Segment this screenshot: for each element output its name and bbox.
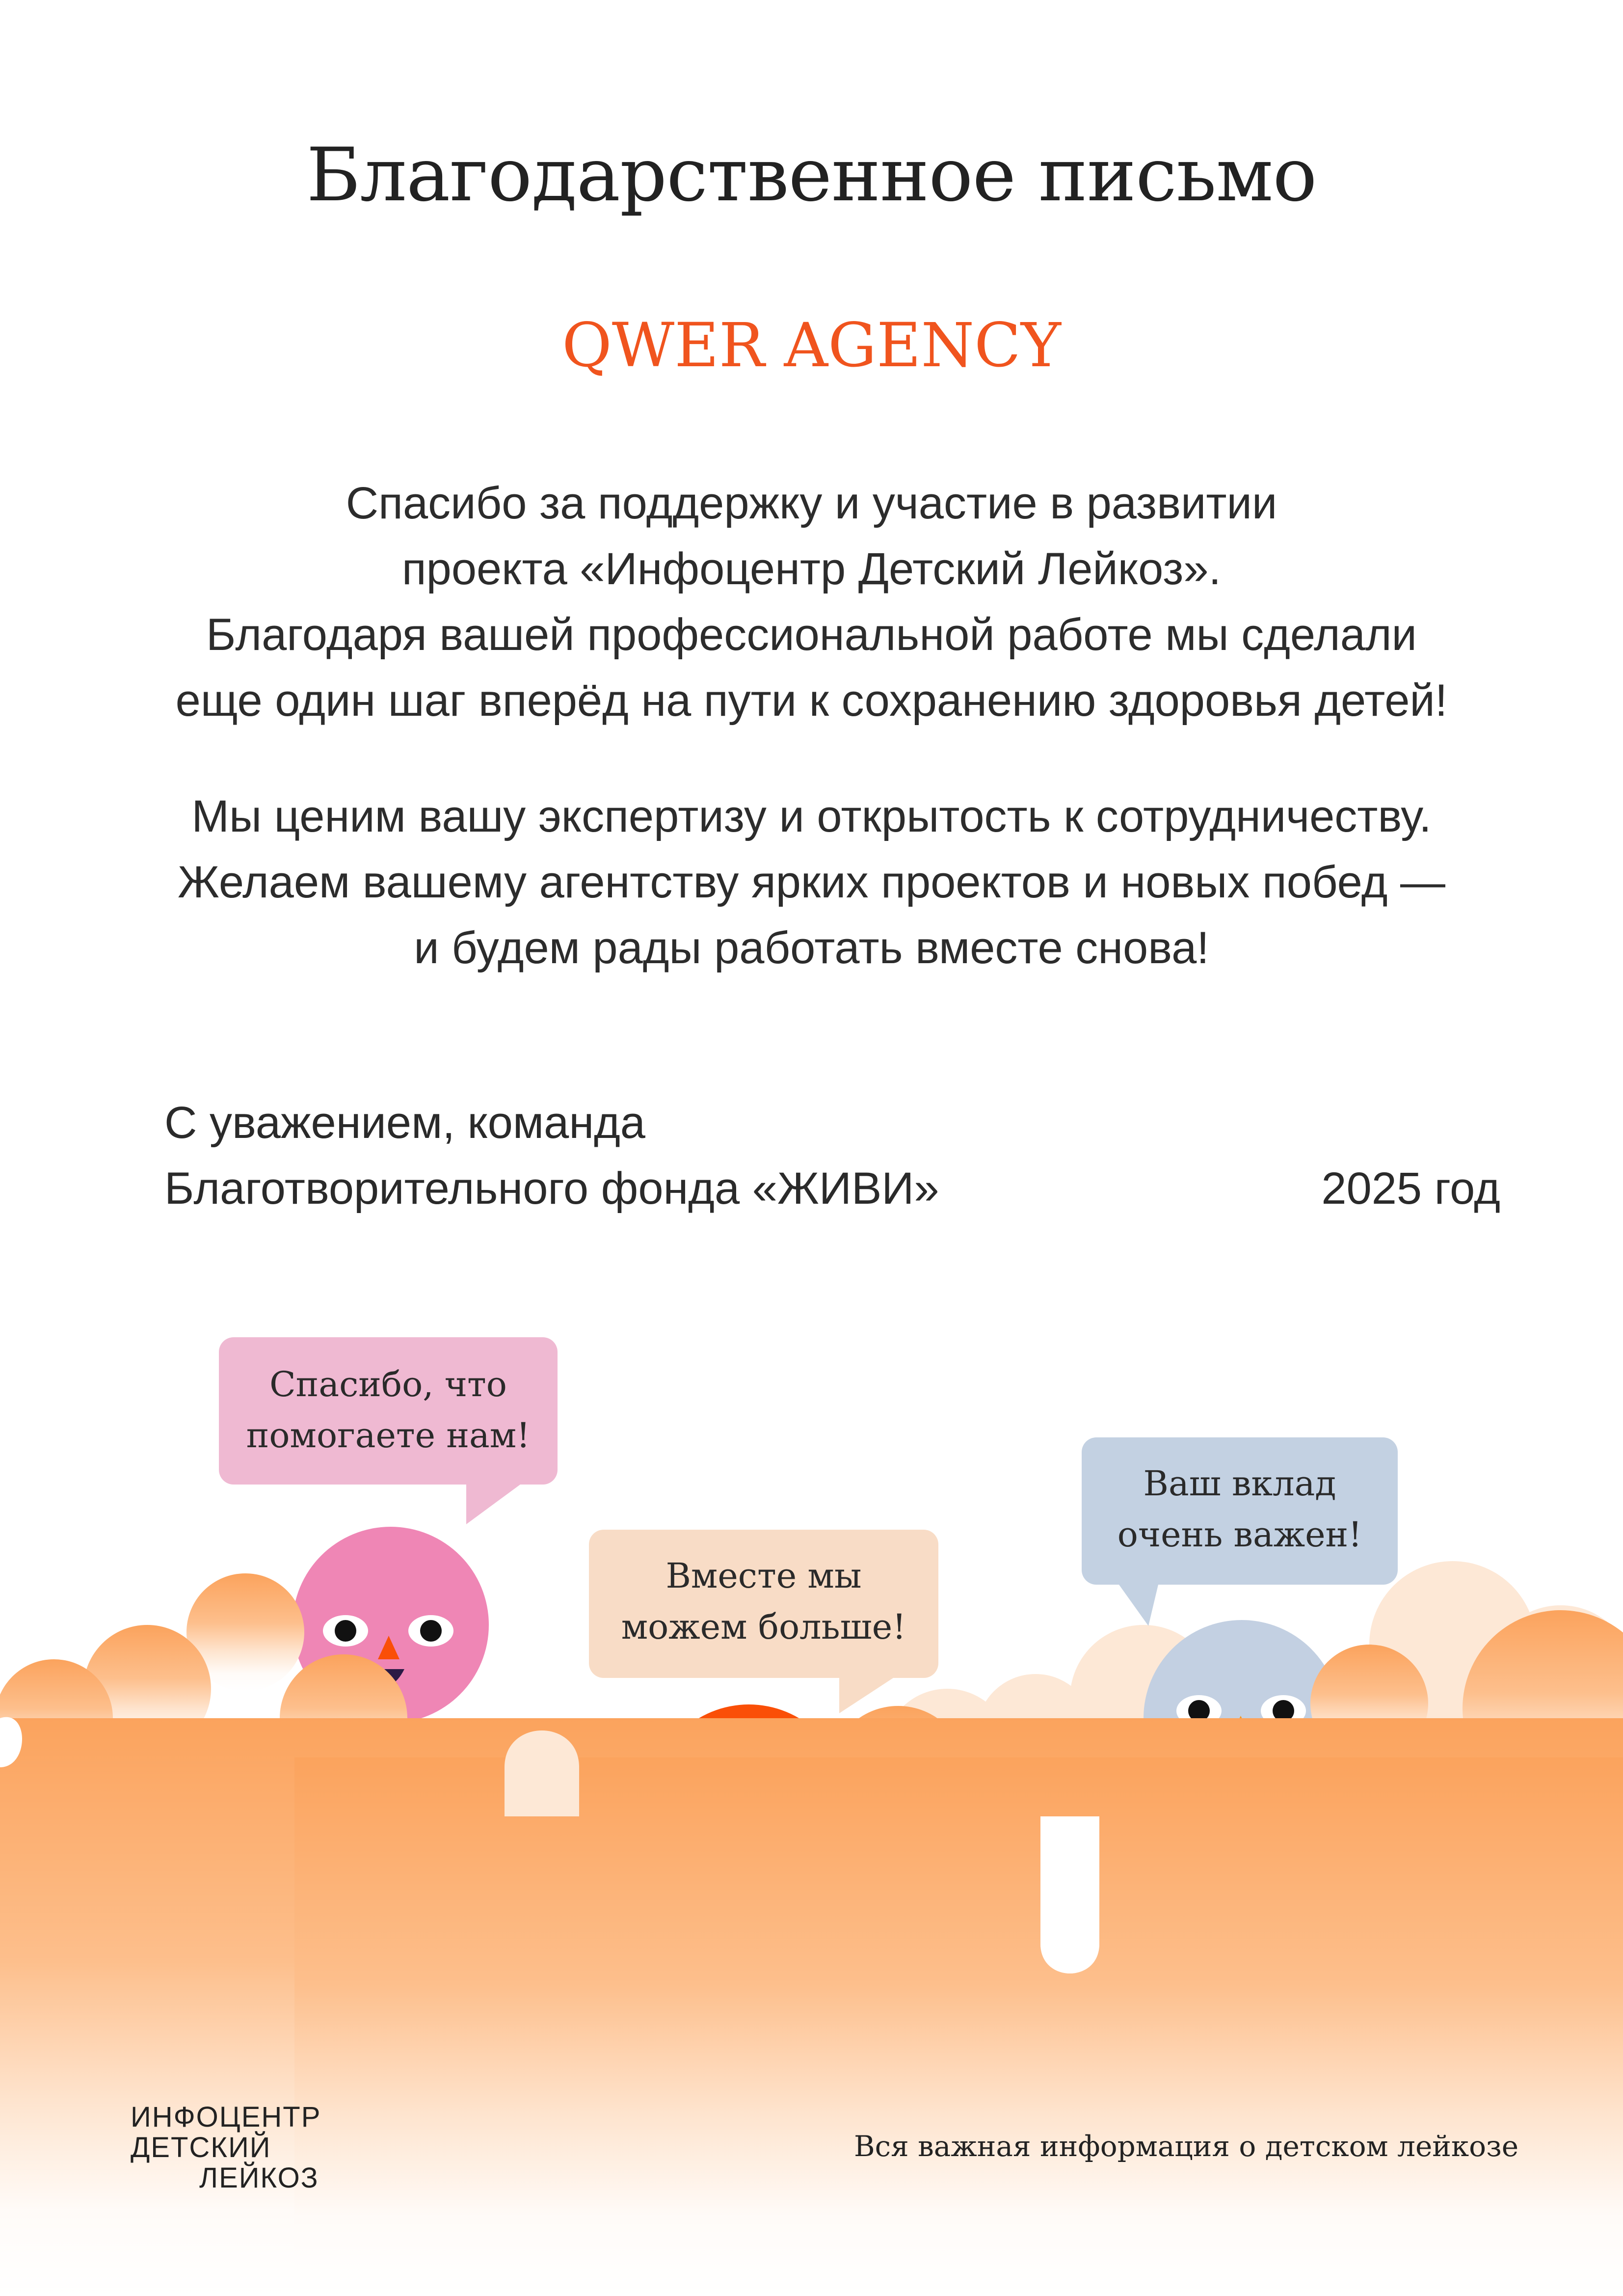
paragraph-wishes xyxy=(0,783,1623,981)
paragraph-line: Мы ценим вашу экспертизу и открытость к сотрудничеству. xyxy=(191,791,1432,841)
recipient-name: QWER AGENCY xyxy=(562,310,1061,381)
bubble-line: очень важен! xyxy=(1117,1514,1362,1555)
paragraph-thanks xyxy=(0,470,1623,733)
bubble-line: можем больше! xyxy=(621,1607,906,1647)
footer-tagline: Вся важная информация о детском лейкозе xyxy=(854,2130,1519,2163)
paragraph-line: еще один шаг вперёд на пути к сохранению здоровья детей! xyxy=(175,675,1448,726)
paragraph-line: и будем рады работать вместе снова! xyxy=(414,923,1209,973)
infocenter-logo xyxy=(131,2102,321,2193)
logo-line: ДЕТСКИЙ xyxy=(131,2132,271,2163)
logo-line: ЛЕЙКОЗ xyxy=(199,2162,319,2194)
bubble-line: помогаете нам! xyxy=(246,1415,531,1456)
bubble-line: Спасибо, что xyxy=(269,1364,507,1405)
pink-bubble-text xyxy=(219,1359,558,1461)
signature xyxy=(164,1090,939,1221)
paragraph-line: проекта «Инфоцентр Детский Лейкоз». xyxy=(401,544,1222,594)
bubble-line: Вместе мы xyxy=(665,1556,862,1596)
signature-line: Благотворительного фонда «ЖИВИ» xyxy=(164,1163,939,1214)
paragraph-line: Желаем вашему агентству ярких проектов и новых побед — xyxy=(178,857,1445,907)
logo-line: ИНФОЦЕНТР xyxy=(131,2101,321,2133)
signature-line: С уважением, команда xyxy=(164,1098,645,1148)
blue-bubble-text xyxy=(1082,1458,1398,1560)
paragraph-line: Благодаря вашей профессиональной работе мы сделали xyxy=(206,610,1417,660)
letter-year: 2025 год xyxy=(1321,1163,1500,1214)
letter-title: Благодарственное письмо xyxy=(306,133,1317,218)
peach-bubble-text xyxy=(589,1550,938,1652)
paragraph-line: Спасибо за поддержку и участие в развитии xyxy=(346,478,1277,528)
bubble-line: Ваш вклад xyxy=(1143,1463,1336,1504)
